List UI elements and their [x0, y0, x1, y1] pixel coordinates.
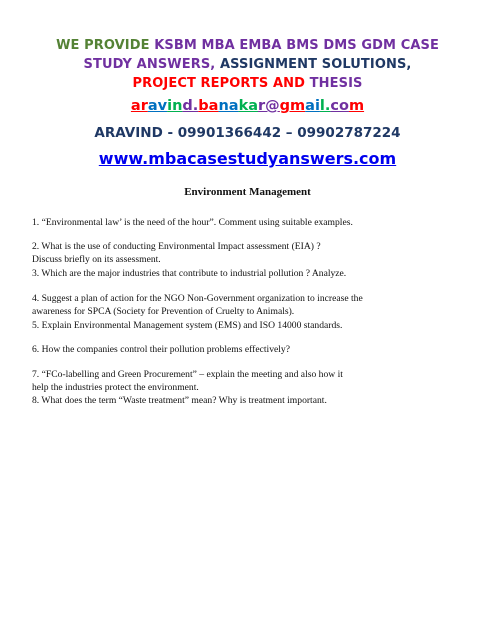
question-3: 3. Which are the major industries that contribute to industrial pollution ? Analyze.	[32, 268, 347, 279]
question-6: 6. How the companies control their pollution problems effectively?	[32, 344, 290, 355]
email-segment: ai	[305, 98, 320, 114]
email-segment: in	[167, 98, 183, 114]
email-segment: av	[147, 98, 168, 114]
question-4-line-1: 4. Suggest a plan of action for the NGO Non-Government organization to increase the	[32, 293, 363, 304]
website-link[interactable]: www.mbacasestudyanswers.com	[98, 149, 397, 168]
question-2-line-1: 2. What is the use of conducting Environmental Impact assessment (EIA) ?	[32, 241, 321, 252]
question-7-line-2: help the industries protect the environment.	[32, 382, 199, 393]
email-segment: ar	[130, 98, 148, 114]
question-5: 5. Explain Environmental Management system (EMS) and ISO 14000 standards.	[32, 320, 343, 331]
question-8: 8. What does the term “Waste treatment” mean? Why is treatment important.	[32, 395, 327, 406]
email-segment: d.	[182, 98, 199, 114]
document-title: Environment Management	[184, 186, 311, 198]
question-1: 1. “Environmental law’ is the need of the hour”. Comment using suitable examples.	[32, 217, 353, 228]
question-7-line-1: 7. “FCo-labelling and Green Procurement” – explain the meeting and also how it	[32, 369, 343, 380]
email-segment: ka	[238, 98, 258, 114]
banner-text-study-answers: STUDY ANSWERS,	[83, 57, 220, 72]
question-4-line-2: awareness for SPCA (Society for Prevention of Cruelty to Animals).	[32, 306, 295, 317]
email-segment: gm	[279, 98, 306, 114]
banner-text-projects: PROJECT REPORTS AND	[132, 76, 310, 91]
email-segment: r@	[258, 98, 280, 114]
banner-text-thesis: THESIS	[309, 76, 363, 91]
advert-banner	[30, 36, 465, 93]
question-2-line-2: Discuss briefly on its assessment.	[32, 254, 161, 265]
phone-numbers: ARAVIND - 09901366442 – 09902787224	[94, 125, 401, 141]
email-link[interactable]	[30, 97, 465, 115]
email-segment: m	[348, 98, 365, 114]
email-segment: l.	[319, 98, 331, 114]
banner-text-courses: KSBM MBA EMBA BMS DMS GDM	[154, 38, 401, 53]
email-segment: ba	[198, 98, 219, 114]
banner-text-case: CASE	[400, 38, 439, 53]
banner-text-intro: WE PROVIDE	[56, 38, 155, 53]
email-segment: co	[330, 98, 349, 114]
email-segment: na	[218, 98, 239, 114]
banner-text-assignment: ASSIGNMENT SOLUTIONS,	[219, 57, 412, 72]
